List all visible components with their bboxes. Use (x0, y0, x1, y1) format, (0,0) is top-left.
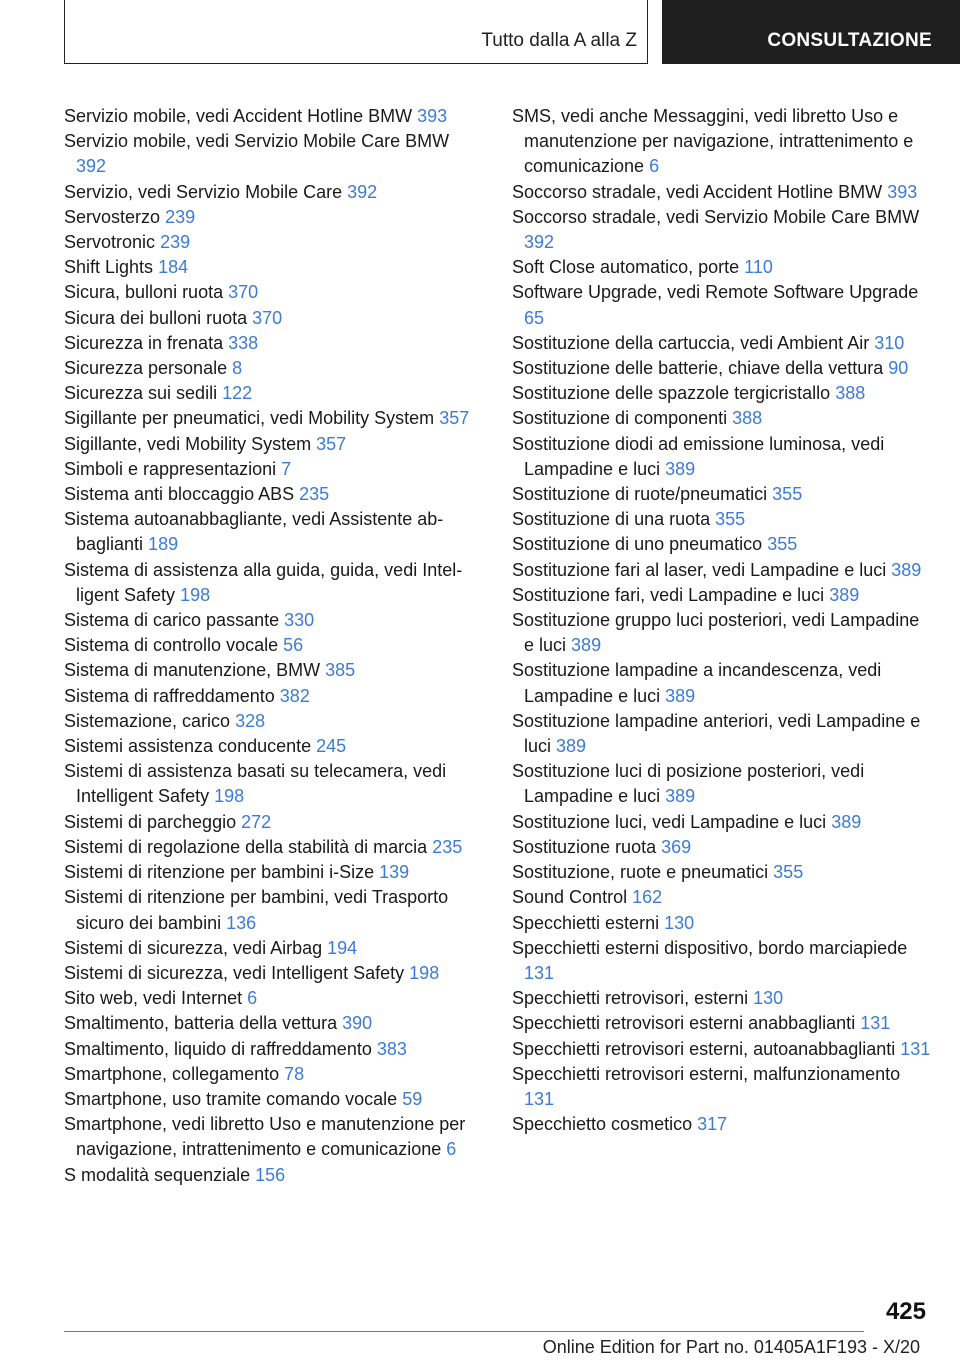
index-entry-page-link[interactable]: 370 (228, 282, 259, 303)
index-entry (64, 255, 484, 280)
footer-divider (64, 1331, 864, 1332)
index-entry (512, 936, 932, 986)
index-entry (64, 936, 484, 961)
index-entry-term: Sostituzione fari, vedi Lampadine e luci (512, 584, 825, 605)
index-entry (512, 104, 932, 180)
index-entry-page-link[interactable]: 130 (664, 912, 695, 933)
index-entry-term: Servizio mobile, vedi Servizio Mobile Care BMW (64, 131, 450, 152)
index-entry-page-link[interactable]: 355 (773, 862, 804, 883)
index-entry-term: Sito web, vedi Internet (64, 988, 243, 1009)
index-entry-term: Sistema di controllo vocale (64, 635, 279, 656)
index-entry-page-link[interactable]: 6 (247, 988, 258, 1009)
index-entry (64, 684, 484, 709)
index-entry-page-link[interactable]: 156 (255, 1164, 286, 1185)
index-entry (512, 759, 932, 809)
index-entry-term: Sistemi di ritenzione per bambini, vedi Trasporto sicuro dei bambini (64, 887, 449, 933)
index-entry-page-link[interactable]: 131 (860, 1013, 891, 1034)
index-entry (64, 432, 484, 457)
index-entry (64, 230, 484, 255)
index-entry (64, 558, 484, 608)
index-entry-term: Sostituzione lampadine a incandescenza, vedi Lampadine e luci (512, 660, 882, 706)
index-entry (512, 205, 932, 255)
index-entry-page-link[interactable]: 90 (888, 358, 909, 379)
index-entry (64, 885, 484, 935)
index-entry-term: Sostituzione diodi ad emissione luminosa, vedi Lampadine e luci (512, 433, 885, 479)
index-entry-term: Soccorso stradale, vedi Servizio Mobile Care BMW (512, 206, 920, 227)
index-entry-term: Specchietti retrovisori esterni, malfunzionamento (512, 1063, 901, 1084)
index-entry (64, 709, 484, 734)
index-entry-term: Sistemi di sicurezza, vedi Airbag (64, 937, 323, 958)
index-entry-term: Sistema di carico passante (64, 610, 280, 631)
index-entry-term: Sistemi di assistenza basati su telecamera, vedi Intelligent Safety (64, 761, 447, 807)
index-entry-term: Sicurezza sui sedili (64, 383, 218, 404)
index-entry (64, 331, 484, 356)
index-entry-page-link[interactable]: 8 (232, 358, 243, 379)
index-entry-page-link[interactable]: 6 (649, 156, 660, 177)
index-entry-page-link[interactable]: 310 (874, 332, 905, 353)
index-entry-term: Sostituzione luci di posizione posteriori, vedi Lampadine e luci (512, 761, 865, 807)
index-entry-term: Specchietti retrovisori, esterni (512, 988, 749, 1009)
header-section-title: Tutto dalla A alla Z (481, 30, 637, 51)
index-entry-term: Sicura dei bulloni ruota (64, 307, 248, 328)
index-entry (64, 180, 484, 205)
index-entry (512, 986, 932, 1011)
index-entry (512, 1037, 932, 1062)
index-entry (512, 658, 932, 708)
index-entry-page-link[interactable]: 392 (76, 156, 107, 177)
index-entry (64, 658, 484, 683)
index-entry-term: Sostituzione delle batterie, chiave della vettura (512, 358, 884, 379)
index-entry (64, 280, 484, 305)
index-entry (512, 608, 932, 658)
index-entry (64, 1112, 484, 1162)
index-entry-term: Sicura, bulloni ruota (64, 282, 224, 303)
index-entry-page-link[interactable]: 65 (524, 307, 545, 328)
index-entry-page-link[interactable]: 393 (887, 181, 918, 202)
index-entry-term: Sistemi di sicurezza, vedi Intelligent Safety (64, 962, 405, 983)
index-entry-term: Software Upgrade, vedi Remote Software Upgrade (512, 282, 919, 303)
index-entry-term: Specchietti esterni (512, 912, 660, 933)
index-entry (512, 180, 932, 205)
index-entry (512, 507, 932, 532)
index-entry-page-link[interactable]: 235 (432, 836, 463, 857)
index-entry-page-link[interactable]: 245 (316, 736, 347, 757)
index-entry-page-link[interactable]: 357 (316, 433, 347, 454)
index-entry-term: Servizio, vedi Servizio Mobile Care (64, 181, 343, 202)
index-entry-page-link[interactable]: 122 (222, 383, 253, 404)
index-entry-page-link[interactable]: 369 (661, 836, 692, 857)
index-entry (64, 381, 484, 406)
index-entry-page-link[interactable]: 235 (299, 484, 330, 505)
index-entry-page-link[interactable]: 6 (446, 1139, 457, 1160)
index-entry-page-link[interactable]: 198 (180, 584, 211, 605)
index-entry (512, 381, 932, 406)
index-entry-term: Sistema di assistenza alla guida, guida, vedi Intelligent Safety (64, 559, 463, 605)
index-entry-term: Specchietto cosmetico (512, 1114, 693, 1135)
index-entry-page-link[interactable]: 393 (417, 106, 448, 126)
index-entry-page-link[interactable]: 272 (241, 811, 272, 832)
index-entry (512, 835, 932, 860)
index-entry-page-link[interactable]: 357 (439, 408, 470, 429)
index-entry-term: S modalità sequenziale (64, 1164, 251, 1185)
index-entry-page-link[interactable]: 130 (753, 988, 784, 1009)
index-entry (512, 532, 932, 557)
index-entry-term: Sostituzione delle spazzole tergicristallo (512, 383, 831, 404)
index-entry-term: Sistema anti bloccaggio ABS (64, 484, 295, 505)
index-entry (64, 104, 484, 129)
index-entry-page-link[interactable]: 389 (665, 458, 696, 479)
index-entry (512, 911, 932, 936)
index-entry-term: Specchietti retrovisori esterni anabbaglianti (512, 1013, 856, 1034)
index-entry-page-link[interactable]: 392 (524, 232, 555, 253)
index-entry-term: Smartphone, vedi libretto Uso e manutenzione per navigazione, intrattenimento e comunicazione (64, 1114, 466, 1160)
index-entry (512, 810, 932, 835)
index-entry (64, 406, 484, 431)
index-entry-term: Sigillante, vedi Mobility System (64, 433, 312, 454)
index-entry-page-link[interactable]: 389 (829, 584, 860, 605)
index-entry-page-link[interactable]: 131 (524, 1088, 555, 1109)
index-entry-term: Smaltimento, liquido di raffreddamento (64, 1038, 372, 1059)
index-entry-page-link[interactable]: 194 (327, 937, 358, 958)
index-entry-page-link[interactable]: 330 (284, 610, 315, 631)
header-section-box (64, 0, 648, 64)
index-entry-page-link[interactable]: 136 (226, 912, 257, 933)
index-entry-page-link[interactable]: 389 (556, 736, 587, 757)
index-entry-page-link[interactable]: 383 (376, 1038, 407, 1059)
index-column-right (512, 104, 932, 1137)
index-entry-term: Servotronic (64, 232, 156, 253)
footer-edition-text: Online Edition for Part no. 01405A1F193 - X/20 (542, 1337, 920, 1357)
index-entry-term: Smartphone, collegamento (64, 1063, 280, 1084)
index-entry-page-link[interactable]: 389 (665, 786, 696, 807)
index-entry-term: Sostituzione fari al laser, vedi Lampadine e luci (512, 559, 887, 580)
index-entry-page-link[interactable]: 389 (665, 685, 696, 706)
index-entry-term: Sistema autoanabbagliante, vedi Assistente abbaglianti (64, 509, 444, 555)
index-entry-term: Sistema di manutenzione, BMW (64, 660, 321, 681)
index-entry-page-link[interactable]: 184 (158, 257, 189, 278)
index-entry-page-link[interactable]: 355 (772, 484, 803, 505)
index-entry-page-link[interactable]: 110 (744, 257, 773, 278)
index-entry-page-link[interactable]: 388 (835, 383, 866, 404)
index-entry (64, 507, 484, 557)
index-entry (64, 608, 484, 633)
index-entry-term: Sostituzione ruota (512, 836, 657, 857)
index-entry-page-link[interactable]: 389 (571, 635, 602, 656)
index-column-left (64, 104, 484, 1188)
index-entry-page-link[interactable]: 198 (409, 962, 440, 983)
index-entry (64, 759, 484, 809)
index-entry (512, 406, 932, 431)
index-entry-page-link[interactable]: 389 (891, 559, 922, 580)
index-entry-term: Sostituzione luci, vedi Lampadine e luci (512, 811, 827, 832)
index-entry-page-link[interactable]: 139 (379, 862, 410, 883)
index-entry-term: Sostituzione di una ruota (512, 509, 711, 530)
index-entry (512, 1011, 932, 1036)
index-entry-page-link[interactable]: 56 (283, 635, 304, 656)
index-entry-term: Sostituzione lampadine anteriori, vedi Lampadine e luci (512, 710, 921, 757)
page-number: 425 (885, 1298, 926, 1325)
index-entry-term: Sicurezza personale (64, 358, 228, 379)
index-entry-term: Sistemi di parcheggio (64, 811, 237, 832)
index-entry-term: Sostituzione di uno pneumatico (512, 534, 763, 555)
index-entry (64, 482, 484, 507)
index-entry-term: Soccorso stradale, vedi Accident Hotline BMW (512, 181, 883, 202)
index-entry (512, 885, 932, 910)
index-entry-term: Sostituzione di componenti (512, 408, 728, 429)
index-entry-page-link[interactable]: 317 (697, 1114, 728, 1135)
index-entry (64, 860, 484, 885)
index-entry-term: Sound Control (512, 887, 628, 908)
index-entry (512, 1112, 932, 1137)
index-entry-term: Sistemi di ritenzione per bambini i-Size (64, 862, 375, 883)
index-entry-page-link[interactable]: 382 (279, 685, 310, 706)
index-entry-term: Sigillante per pneumatici, vedi Mobility System (64, 408, 435, 429)
index-entry (512, 356, 932, 381)
index-entry (512, 280, 932, 330)
index-entry-term: Sostituzione della cartuccia, vedi Ambient Air (512, 332, 870, 353)
index-entry (64, 1062, 484, 1087)
index-entry-page-link[interactable]: 78 (284, 1063, 305, 1084)
index-entry-page-link[interactable]: 385 (325, 660, 356, 681)
index-entry (512, 583, 932, 608)
index-entry (64, 633, 484, 658)
index-entry-page-link[interactable]: 355 (767, 534, 798, 555)
index-entry (512, 331, 932, 356)
index-entry-page-link[interactable]: 392 (347, 181, 378, 202)
index-entry (64, 457, 484, 482)
index-entry (64, 986, 484, 1011)
index-entry-page-link[interactable]: 189 (148, 534, 179, 555)
index-entry (64, 1037, 484, 1062)
index-entry-term: Simboli e rappresentazioni (64, 458, 277, 479)
index-entry (512, 709, 932, 759)
index-entry (512, 432, 932, 482)
index-entry-page-link[interactable]: 131 (900, 1038, 931, 1059)
index-entry (64, 734, 484, 759)
index-entry (64, 205, 484, 230)
index-entry-term: Specchietti esterni dispositivo, bordo marciapiede (512, 937, 908, 958)
index-entry (512, 1062, 932, 1112)
index-entry (64, 356, 484, 381)
index-entry-term: SMS, vedi anche Messaggini, vedi libretto Uso e manutenzione per navigazione, intrattenimento e comunicazione (512, 106, 914, 177)
index-entry-term: Sistemi di regolazione della stabilità di marcia (64, 836, 428, 857)
index-entry (64, 306, 484, 331)
index-entry-page-link[interactable]: 370 (252, 307, 283, 328)
index-entry-term: Specchietti retrovisori esterni, autoanabbaglianti (512, 1038, 896, 1059)
index-entry (64, 129, 484, 179)
header-chapter-box (662, 0, 960, 64)
index-entry-term: Soft Close automatico, porte (512, 257, 740, 278)
index-entry (64, 1087, 484, 1112)
index-entry-page-link[interactable]: 162 (632, 887, 663, 908)
index-entry-term: Servosterzo (64, 206, 161, 227)
index-entry-term: Servizio mobile, vedi Accident Hotline BMW (64, 106, 413, 126)
index-entry (64, 961, 484, 986)
index-entry (64, 1011, 484, 1036)
index-entry-term: Sicurezza in frenata (64, 332, 224, 353)
index-entry (64, 1163, 484, 1188)
index-entry (64, 810, 484, 835)
index-entry-page-link[interactable]: 388 (732, 408, 763, 429)
index-entry-page-link[interactable]: 239 (160, 232, 191, 253)
header-chapter-title: CONSULTAZIONE (767, 30, 932, 51)
index-entry-term: Sistemazione, carico (64, 710, 231, 731)
index-entry-term: Sistemi assistenza conducente (64, 736, 312, 757)
index-entry-page-link[interactable]: 131 (524, 962, 555, 983)
index-entry (512, 860, 932, 885)
index-entry-term: Shift Lights (64, 257, 154, 278)
index-entry-term: Sostituzione gruppo luci posteriori, vedi Lampadine e luci (512, 610, 920, 656)
index-entry-page-link[interactable]: 355 (715, 509, 746, 530)
index-entry-page-link[interactable]: 389 (831, 811, 862, 832)
index-entry-page-link[interactable]: 59 (402, 1088, 423, 1109)
index-entry-term: Sostituzione di ruote/pneumatici (512, 484, 768, 505)
index-entry (512, 482, 932, 507)
index-entry-page-link[interactable]: 198 (214, 786, 245, 807)
index-entry-page-link[interactable]: 7 (281, 458, 292, 479)
index-entry-page-link[interactable]: 328 (235, 710, 266, 731)
index-entry-term: Smartphone, uso tramite comando vocale (64, 1088, 398, 1109)
index-entry-term: Sostituzione, ruote e pneumatici (512, 862, 769, 883)
index-entry-page-link[interactable]: 239 (165, 206, 196, 227)
index-entry-page-link[interactable]: 390 (342, 1013, 373, 1034)
index-entry (512, 255, 932, 280)
index-entry-term: Sistema di raffreddamento (64, 685, 275, 706)
index-entry (512, 558, 932, 583)
index-entry (64, 835, 484, 860)
index-entry-term: Smaltimento, batteria della vettura (64, 1013, 338, 1034)
index-entry-page-link[interactable]: 338 (228, 332, 259, 353)
